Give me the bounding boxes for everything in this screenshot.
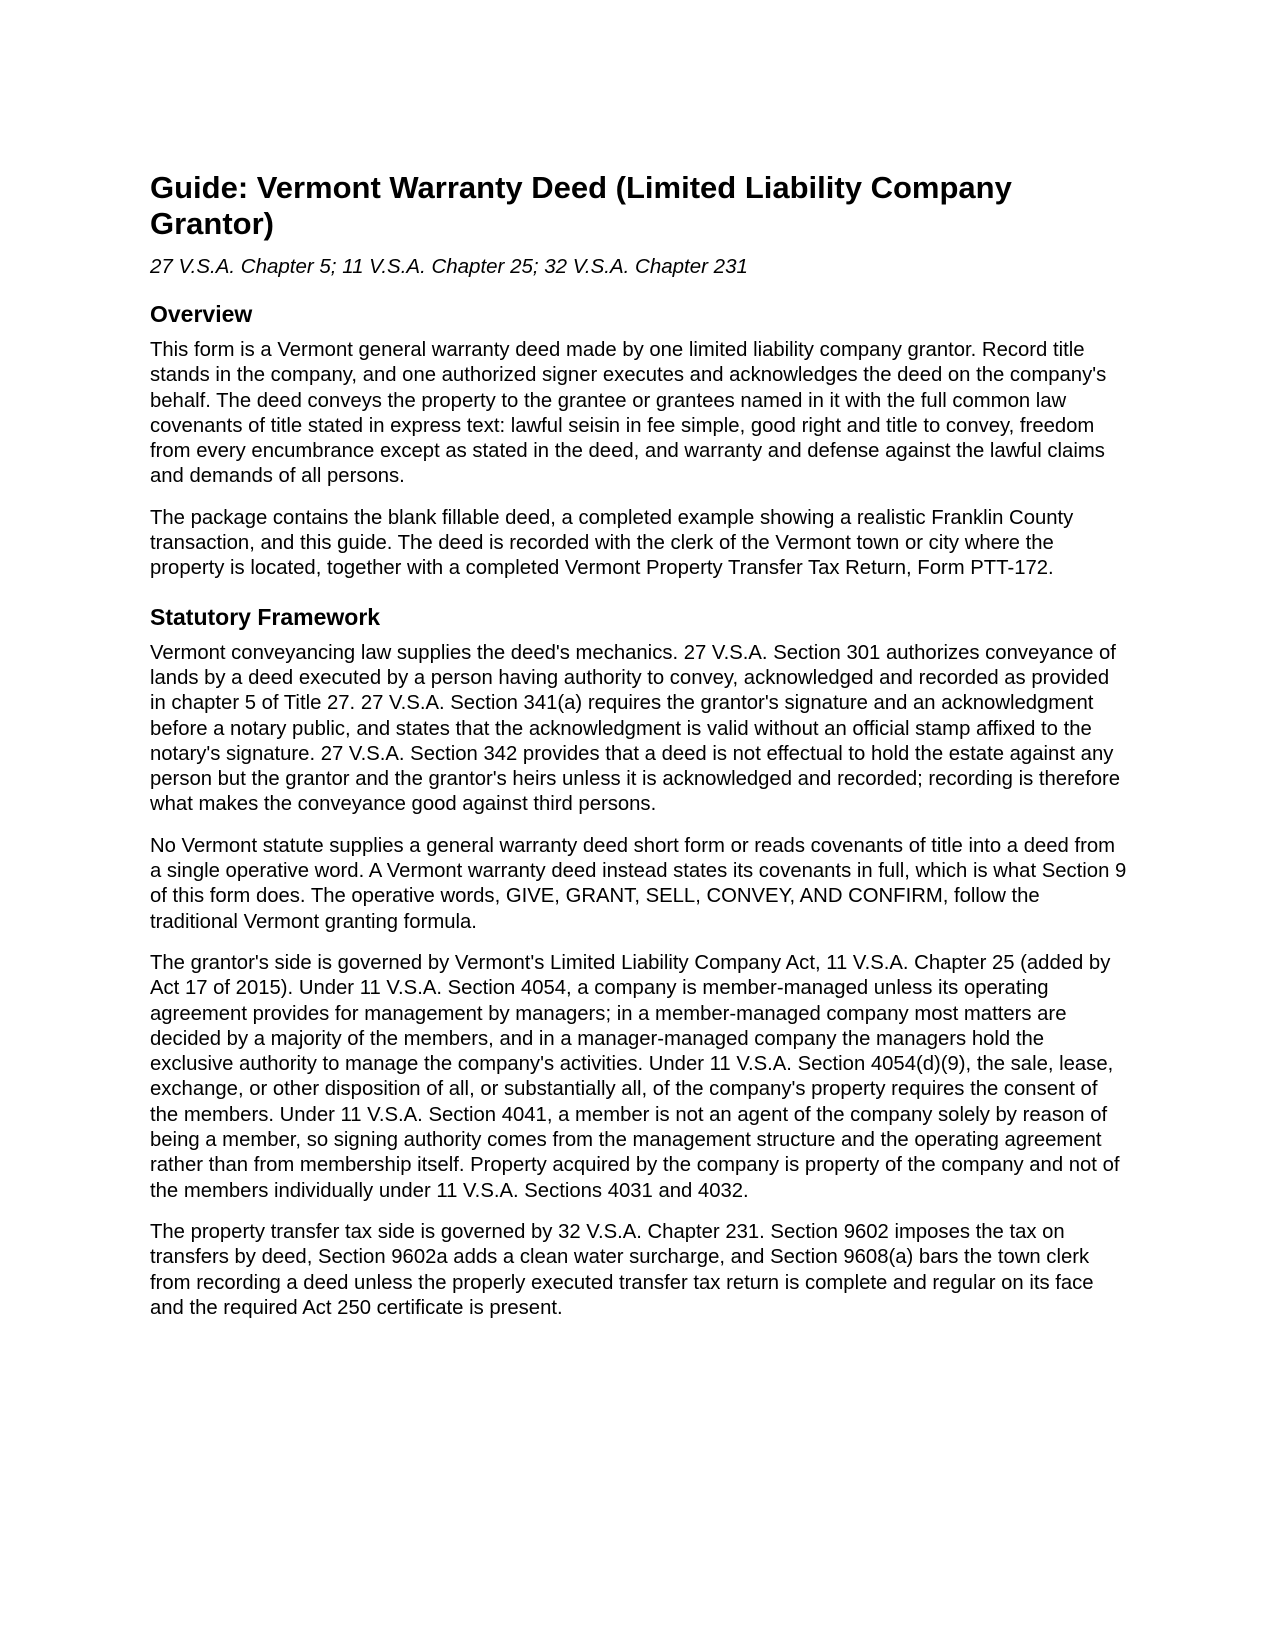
paragraph: The package contains the blank fillable deed, a completed example showing a realistic Franklin County transaction, and this guide. The deed is recorded with the clerk of the Vermont town or city where the property is located, together with a completed Vermont Property Transfer Tax Return, Form PTT-172. (150, 506, 1074, 580)
document-page (150, 170, 1130, 1321)
page-title: Guide: Vermont Warranty Deed (Limited Liability Company Grantor) (150, 170, 1012, 241)
paragraph: This form is a Vermont general warranty deed made by one limited liability company grantor. Record title stands in the company, and one authorized signer executes and acknowledges the deed on the company's behalf. The deed conveys the property to the grantee or grantees named in it with the full common law covenants of title stated in express text: lawful seisin in fee simple, good right and title to convey, freedom from every encumbrance except as stated in the deed, and warranty and defense against the lawful claims and demands of all persons. (150, 339, 1107, 488)
section-statutory-framework (150, 603, 1130, 1321)
paragraph: The grantor's side is governed by Vermont's Limited Liability Company Act, 11 V.S.A. Chapter 25 (added by Act 17 of 2015). Under 11 V.S.A. Section 4054, a company is member-managed unless its operating agreement provides for management by managers; in a member-managed company most matters are decided by a majority of the members, and in a manager-managed company the managers hold the exclusive authority to manage the company's activities. Under 11 V.S.A. Section 4054(d)(9), the sale, lease, exchange, or other disposition of all, or substantially all, of the company's property requires the consent of the members. Under 11 V.S.A. Section 4041, a member is not an agent of the company solely by reason of being a member, so signing authority comes from the management structure and the operating agreement rather than from membership itself. Property acquired by the company is property of the company and not of the members individually under 11 V.S.A. Sections 4031 and 4032. (150, 951, 1120, 1202)
paragraph: Vermont conveyancing law supplies the deed's mechanics. 27 V.S.A. Section 301 authorizes conveyance of lands by a deed executed by a person having authority to convey, acknowledged and recorded as provided in chapter 5 of Title 27. 27 V.S.A. Section 341(a) requires the grantor's signature and an acknowledgment before a notary public, and states that the acknowledgment is valid without an official stamp affixed to the notary's signature. 27 V.S.A. Section 342 provides that a deed is not effectual to hold the estate against any person but the grantor and the grantor's heirs unless it is acknowledged and recorded; recording is therefore what makes the conveyance good against third persons. (150, 641, 1121, 816)
paragraph: No Vermont statute supplies a general warranty deed short form or reads covenants of title into a deed from a single operative word. A Vermont warranty deed instead states its covenants in full, which is what Section 9 of this form does. The operative words, GIVE, GRANT, SELL, CONVEY, AND CONFIRM, follow the traditional Vermont granting formula. (150, 834, 1127, 933)
section-heading-overview: Overview (150, 301, 253, 327)
paragraph: The property transfer tax side is governed by 32 V.S.A. Chapter 231. Section 9602 imposes the tax on transfers by deed, Section 9602a adds a clean water surcharge, and Section 9608(a) bars the town clerk from recording a deed unless the properly executed transfer tax return is complete and regular on its face and the required Act 250 certificate is present. (150, 1220, 1094, 1319)
section-overview (150, 300, 1130, 582)
statutory-citation: 27 V.S.A. Chapter 5; 11 V.S.A. Chapter 25; 32 V.S.A. Chapter 231 (150, 255, 748, 278)
section-heading-statutory-framework: Statutory Framework (150, 603, 381, 630)
